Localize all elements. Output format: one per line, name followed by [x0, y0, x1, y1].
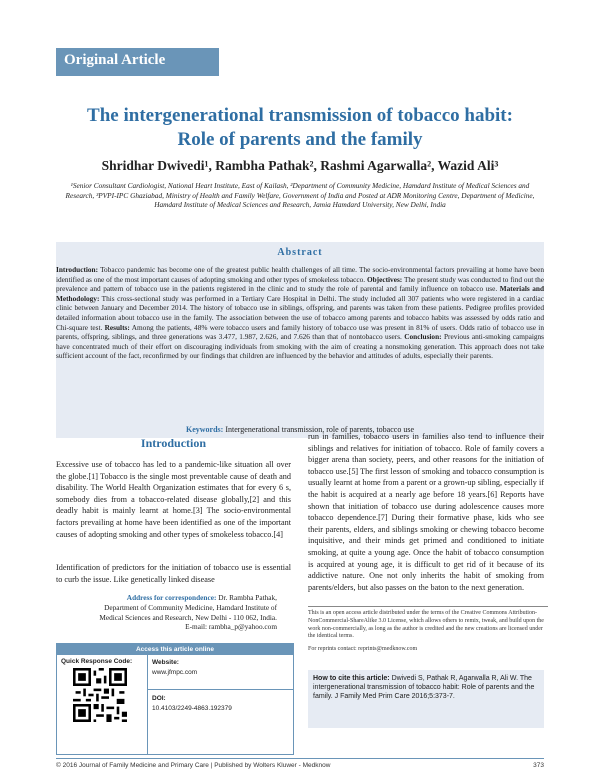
cite-text: Dwivedi S, Pathak R, Agarwalla R, Ali W. The intergenerational transmission of tobacco habit: Role of parents and the family. J Family Med Prim Care 2016;5:373-7.	[313, 675, 535, 700]
correspondence-line-3: Medical Sciences and Research, New Delhi - 110 062, India.	[99, 612, 277, 622]
access-heading: Access this article online	[57, 644, 293, 655]
website-label: Website:	[152, 659, 179, 666]
page-number: 373	[533, 762, 544, 769]
article-type-label: Original Article	[64, 52, 166, 68]
website-link[interactable]: www.jfmpc.com	[152, 669, 198, 676]
correspondence-label: Address for correspondence:	[126, 593, 217, 602]
qr-label: Quick Response Code:	[61, 658, 133, 665]
correspondence-name: Dr. Rambha Pathak,	[216, 593, 277, 602]
conclusion-text: Previous anti-smoking campaigns have concentrated much of their effort on discouraging individuals from smoking with the aim of creating a nonsmoking generation. This approach does not take sufficient account of the fact, reconfirmed by our findings that children are influenced by the behavior and attitudes of adults, especially their parents.	[56, 332, 544, 361]
footer-divider	[56, 758, 544, 759]
qr-code-icon[interactable]	[73, 668, 127, 722]
article-title-line-2: Role of parents and the family	[177, 129, 423, 150]
open-access-notice	[308, 606, 548, 654]
objectives-label: Objectives:	[366, 274, 403, 284]
keywords-label: Keywords:	[185, 425, 224, 434]
results-label: Results:	[104, 322, 130, 332]
intro-text: Tobacco pandemic has become one of the greatest public health challenges of all time. The socio-environmental factors prevailing at home have been identified as one of the most important causes of adopting smoking and other types of smokeless tobacco.	[56, 265, 544, 284]
access-divider-vertical	[147, 655, 148, 754]
doi-label: DOI:	[152, 695, 166, 702]
cite-label: How to cite this article:	[313, 675, 390, 682]
article-title-line-1: The intergenerational transmission of tobacco habit:	[87, 105, 513, 126]
access-divider-horizontal	[147, 689, 293, 690]
doi-value[interactable]: 10.4103/2249-4863.192379	[152, 705, 232, 712]
citation-box	[308, 670, 544, 728]
introduction-paragraph-2: Identification of predictors for the initiation of tobacco use is essential to curb the issue. Like genetically linked disease	[56, 563, 291, 584]
intro-label: Introduction:	[56, 265, 99, 274]
author-list: Shridhar Dwivedi¹, Rambha Pathak², Rashmi Agarwalla², Wazid Ali³	[101, 158, 499, 173]
methods-text: This cross-sectional study was performed in a Tertiary Care Hospital in Delhi. The study included all 307 patients who were registered in a cardiac clinic between January and December 2014. The history of tobacco use in siblings, offspring, and parents was taken from these patients. Pedigree profiles provided detailed information about tobacco use in the family. The association between the use of tobacco among parents and tobacco habits was assessed by odds ratio and Chi-square test.	[56, 293, 544, 332]
affiliations: ¹Senior Consultant Cardiologist, National Heart Institute, East of Kailash, ²Department of Community Medicine, Hamdard Institute of Medical Sciences and Research, ³PVPI-IPC Ghaziabad, Ministry of Health and Family Welfare, Government of India and Posted at ADR Monitoring Centre, Department of Medicine, Hamdard Institute of Medical Sciences and Research, Jamia Hamdard University, New Delhi, India	[65, 181, 535, 210]
methods-label: Materials and Methodology:	[56, 284, 545, 303]
article-type-banner	[56, 48, 219, 76]
correspondence-email[interactable]: E-mail: rambha_p@yahoo.com	[185, 622, 277, 632]
abstract-text	[56, 265, 544, 361]
reprints-text: For reprints contact: reprints@medknow.com	[308, 646, 418, 653]
correspondence-line-2: Department of Community Medicine, Hamdard Institute of	[104, 602, 277, 612]
keywords-text: Intergenerational transmission, role of parents, tobacco use	[223, 425, 414, 434]
introduction-heading: Introduction	[140, 436, 207, 450]
correspondence-block	[56, 593, 277, 632]
footer-copyright: © 2016 Journal of Family Medicine and Primary Care | Published by Wolters Kluwer - Medknow	[56, 762, 331, 769]
objectives-text: The present study was conducted to find out the prevalence and pattern of tobacco use in the patients registered in the clinic and to study the role of parental and family influence on tobacco use.	[56, 274, 544, 294]
access-article-box	[56, 643, 294, 755]
conclusion-label: Conclusion:	[404, 332, 442, 342]
abstract-heading: Abstract	[277, 247, 323, 258]
introduction-paragraph-1: Excessive use of tobacco has led to a pandemic-like situation all over the globe.[1] Tobacco is the single most preventable cause of death and disability. The World Health Organization estimates that for every 6 s, somebody dies from a tobacco-related disease globally,[2] and this deadly habit is mainly learnt at home.[3] The socio-environmental factors prevailing at home have been identified as one of the important causes of adopting smoking and other types of smokeless tobacco.[4]	[56, 460, 291, 539]
results-text: Among the patients, 48% were tobacco users and family history of tobacco use was present in 81% of users. Odds ratio of tobacco use in parents, offspring, siblings, and three generations was 3.477, 1.987, 2.626, and 7.626 than that of nontobacco users.	[56, 322, 544, 342]
open-access-text: This is an open access article distributed under the terms of the Creative Commons Attribution-NonCommercial-ShareAlike 3.0 License, which allows others to remix, tweak, and build upon the work non-commercially, as long as the author is credited and the new creations are licensed under the identical terms.	[308, 610, 544, 640]
introduction-paragraph-3: run in families, tobacco users in families also tend to influence their siblings and relatives for initiation of tobacco. Role of family covers a bigger arena than society, peers, and other reasons for the initiation of tobacco use.[5] The first lesson of smoking and tobacco consumption is usually learnt at home from a parent or a grown-up sibling, especially if the habit is acquired at a nearly age before 18 years.[6] Reports have shown that initiation of tobacco use during adolescence causes more tobacco dependence.[7] During their formative phase, kids who see their parents, elders, and siblings smoking or chewing tobacco become inquisitive, and their minds get primed and conditioned to initiate smoking, at quite a young age. Once the habit of tobacco consumption is acquired at young age, it is difficult to get rid of it because of its addictive nature. One not only inherits the habit of smoking from parents/elders, but also passes on the baton to the next generation.	[308, 432, 544, 592]
